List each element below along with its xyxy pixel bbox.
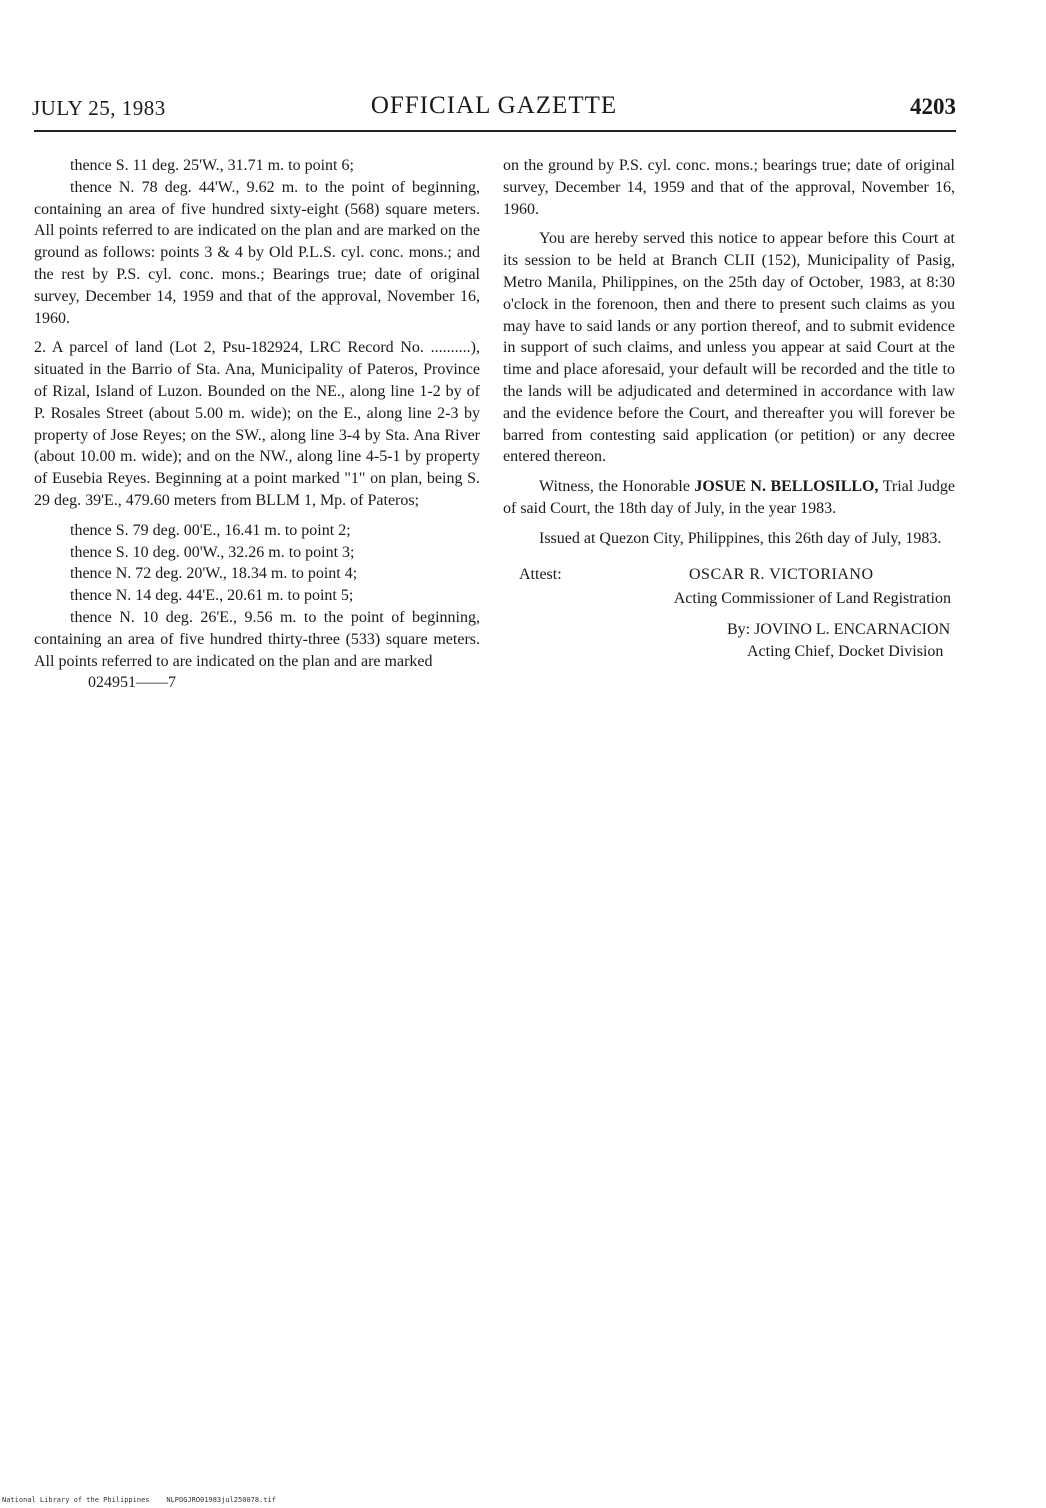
attest-title: Acting Commissioner of Land Registration bbox=[673, 589, 951, 607]
header-page-number: 4203 bbox=[910, 94, 956, 119]
right-paragraph-witness bbox=[503, 476, 955, 520]
left-column bbox=[34, 155, 480, 694]
right-column bbox=[503, 155, 955, 663]
signature-block bbox=[503, 564, 955, 663]
thence-line: thence N. 72 deg. 20'W., 18.34 m. to point 4; bbox=[70, 565, 358, 583]
scan-footer: National Library of the Philippines NLPOGJRO01983jul250078.tif bbox=[2, 1496, 276, 1504]
by-label: By: bbox=[727, 621, 751, 639]
by-name: JOVINO L. ENCARNACION bbox=[754, 621, 951, 639]
right-paragraph-issued: Issued at Quezon City, Philippines, this 26th day of July, 1983. bbox=[539, 529, 942, 547]
document-code: 024951——7 bbox=[88, 674, 176, 692]
witness-suffix: Trial Judge of said Court, the 18th day of July, in the year 1983. bbox=[503, 478, 956, 517]
left-line-1: thence S. 11 deg. 25'W., 31.71 m. to point 6; bbox=[70, 157, 354, 174]
judge-name: JOSUE N. BELLOSILLO, bbox=[694, 478, 879, 496]
page-header bbox=[32, 90, 956, 126]
thence-line: thence S. 10 deg. 00'W., 32.26 m. to point 3; bbox=[70, 543, 355, 561]
attest-label: Attest: bbox=[519, 565, 562, 583]
attest-row bbox=[503, 564, 955, 588]
thence-line: thence S. 79 deg. 00'E., 16.41 m. to point 2; bbox=[70, 521, 351, 539]
by-row bbox=[503, 619, 955, 641]
by-title: Acting Chief, Docket Division bbox=[747, 643, 944, 661]
left-paragraph-2: 2. A parcel of land (Lot 2, Psu-182924, LRC Record No. ..........), situated in the Barrio of Sta. Ana, Municipality of Pateros, Province of Rizal, Island of Luzon. Bounded on the NE., along line 1-2 by of P. Rosales Street (about 5.00 m. wide); on the E., along line 2-3 by property of Jose Reyes; on the SW., along line 3-4 by Sta. Ana River (about 10.00 m. wide); and on the NW., along line 4-5-1 by property of Eusebia Reyes. Beginning at a point marked "1" on plan, being S. 29 deg. 39'E., 479.60 meters from BLLM 1, Mp. of Pateros; bbox=[34, 339, 480, 509]
header-title: OFFICIAL GAZETTE bbox=[370, 92, 618, 119]
attest-name: OSCAR R. VICTORIANO bbox=[689, 565, 874, 583]
header-date: JULY 25, 1983 bbox=[32, 96, 166, 120]
witness-prefix: Witness, the Honorable bbox=[539, 478, 690, 496]
header-rule bbox=[34, 130, 956, 132]
thence-line: thence N. 14 deg. 44'E., 20.61 m. to point 5; bbox=[70, 587, 354, 605]
left-paragraph-1: thence N. 78 deg. 44'W., 9.62 m. to the point of beginning, containing an area of five hundred sixty-eight (568) square meters. All points referred to are indicated on the plan and are marked on the ground as follows: points 3 & 4 by Old P.L.S. cyl. conc. mons.; and the rest by P.S. cyl. conc. mons.; Bearings true; date of original survey, December 14, 1959 and that of the approval, November 16, 1960. bbox=[34, 178, 480, 327]
thence-list bbox=[34, 520, 480, 607]
right-paragraph-notice: You are hereby served this notice to appear before this Court at its session to be held at Branch CLII (152), Municipality of Pasig, Metro Manila, Philippines, on the 25th day of October, 1983, at 8:30 o'clock in the forenoon, then and there to present such claims as you may have to said lands or any portion thereof, and to submit evidence in support of such claims, and unless you appear at said Court at the time and place aforesaid, your default will be recorded and the title to the lands will be adjudicated and determined in accordance with law and the evidence before the Court, and thereafter you will forever be barred from contesting said application (or petition) or any decree entered thereon. bbox=[503, 230, 955, 466]
right-paragraph-1: on the ground by P.S. cyl. conc. mons.; bearings true; date of original survey, December 14, 1959 and that of the approval, November 16, 1960. bbox=[503, 157, 955, 218]
left-paragraph-3: thence N. 10 deg. 26'E., 9.56 m. to the point of beginning, containing an area of five hundred thirty-three (533) square meters. All points referred to are indicated on the plan and are marked bbox=[34, 608, 480, 670]
